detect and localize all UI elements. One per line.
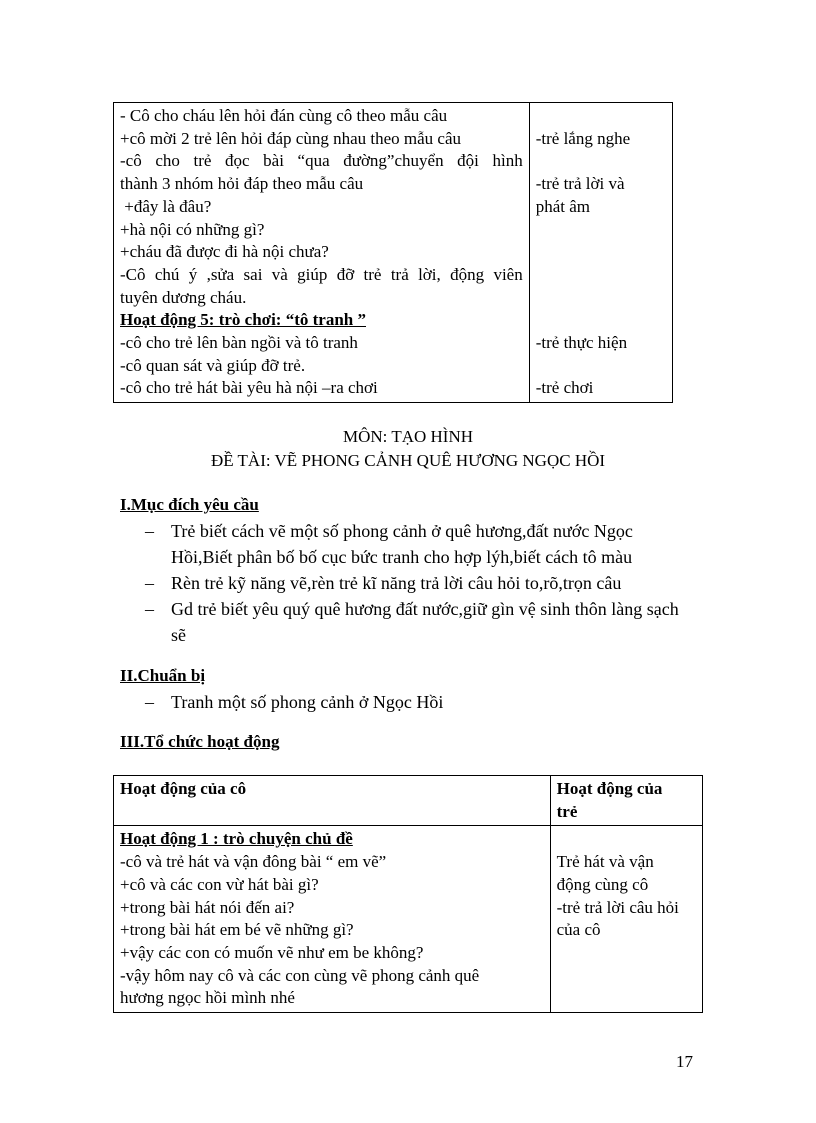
section-2-list [145,689,705,715]
teacher-activity-cell [114,826,551,1013]
child-activity-cell [550,826,702,1013]
header-teacher-cell: Hoạt động của cô [114,776,551,826]
table1-right-line [536,150,666,173]
table2-line: +cô và các con vừ hát bài gì? [120,874,319,894]
list-item: – Trẻ biết cách vẽ một số phong cảnh ở quê hương,đất nước Ngọc Hồi,Biết phân bố bố cục bức tranh cho hợp lýh,biết cách tô màu [145,518,705,570]
activity-table-2 [113,775,703,1013]
activity-table-1 [113,102,673,403]
table1-right-line [536,287,666,310]
table1-right-line: -trẻ trả lời và [535,174,625,194]
dash-bullet-icon: – [145,573,154,593]
dash-bullet-icon: – [145,692,154,712]
table1-right-line [536,355,666,378]
table1-line: -Cô chú ý ,sửa sai và giúp đỡ trẻ trả lời, động viên [120,264,523,284]
table2-line: +trong bài hát nói đến ai? [120,897,295,917]
table1-right-line [536,264,666,287]
section-1-heading: I.Mục đích yêu cầu [120,495,259,514]
section-1-list [145,518,705,648]
table2-right-line: Trẻ hát và vận [556,852,654,872]
table2-right-line: -trẻ trả lời câu hỏi [556,897,679,917]
table1-right-line: -trẻ chơi [535,378,594,398]
table1-right-line [536,219,666,242]
table1-line: +cháu đã được đi hà nội chưa? [120,242,329,262]
table1-line: +cô mời 2 trẻ lên hỏi đáp cùng nhau theo mẫu câu [120,128,462,148]
table1-line: +đây là đâu? [120,196,212,216]
dash-bullet-icon: – [145,521,154,541]
section-3-heading: III.Tổ chức hoạt động [120,732,280,751]
table1-line: -cô cho trẻ đọc bài “qua đường”chuyển đội hình [120,151,523,171]
header-child-cell: Hoạt động của trẻ [550,776,702,826]
table2-line: hương ngọc hồi mình nhé [120,988,295,1008]
page-number: 17 [676,1052,693,1071]
table1-right-line: phát âm [535,196,591,216]
child-activity-cell [529,103,672,403]
table2-right-line: động cùng cô [556,874,649,894]
table1-line: thành 3 nhóm hỏi đáp theo mẫu câu [120,174,364,194]
table1-right-line [536,309,666,332]
activity-5-title: Hoạt động 5: trò chơi: “tô tranh ” [120,310,366,330]
activity-1-title: Hoạt động 1 : trò chuyện chủ đề [120,829,353,849]
table2-line: -vậy hôm nay cô và các con cùng vẽ phong cảnh quê [120,965,480,985]
subject-title: MÔN: TẠO HÌNH [342,427,473,446]
table1-line: -cô quan sát và giúp đỡ trẻ. [120,355,306,375]
table1-line: +hà nội có những gì? [120,219,265,239]
table1-right-line [536,105,666,128]
table1-line: -cô cho trẻ lên bàn ngồi và tô tranh [120,333,358,353]
table1-line: tuyên dương cháu. [120,287,247,307]
list-item: – Rèn trẻ kỹ năng vẽ,rèn trẻ kĩ năng trả lời câu hỏi to,rõ,trọn câu [145,570,705,596]
table1-line: -cô cho trẻ hát bài yêu hà nội –ra chơi [120,378,378,398]
table1-right-line: -trẻ lắng nghe [535,128,631,148]
section-2-heading: II.Chuẩn bị [120,666,206,685]
table1-right-line: -trẻ thực hiện [535,333,628,353]
table1-right-line [536,241,666,264]
list-item: – Tranh một số phong cảnh ở Ngọc Hồi [145,689,705,715]
dash-bullet-icon: – [145,599,154,619]
teacher-activity-cell [114,103,530,403]
table2-line: +vậy các con có muốn vẽ như em be không? [120,942,424,962]
table2-line: +trong bài hát em bé vẽ những gì? [120,920,354,940]
table2-line: -cô và trẻ hát và vận đông bài “ em vẽ” [120,852,387,872]
topic-title: ĐỀ TÀI: VẼ PHONG CẢNH QUÊ HƯƠNG NGỌC HỒI [210,451,606,470]
table1-line: - Cô cho cháu lên hỏi đán cùng cô theo mẫu câu [120,106,448,125]
table2-right-line: của cô [556,920,601,940]
list-item: – Gd trẻ biết yêu quý quê hương đất nước,giữ gìn vệ sinh thôn làng sạch sẽ [145,596,705,648]
